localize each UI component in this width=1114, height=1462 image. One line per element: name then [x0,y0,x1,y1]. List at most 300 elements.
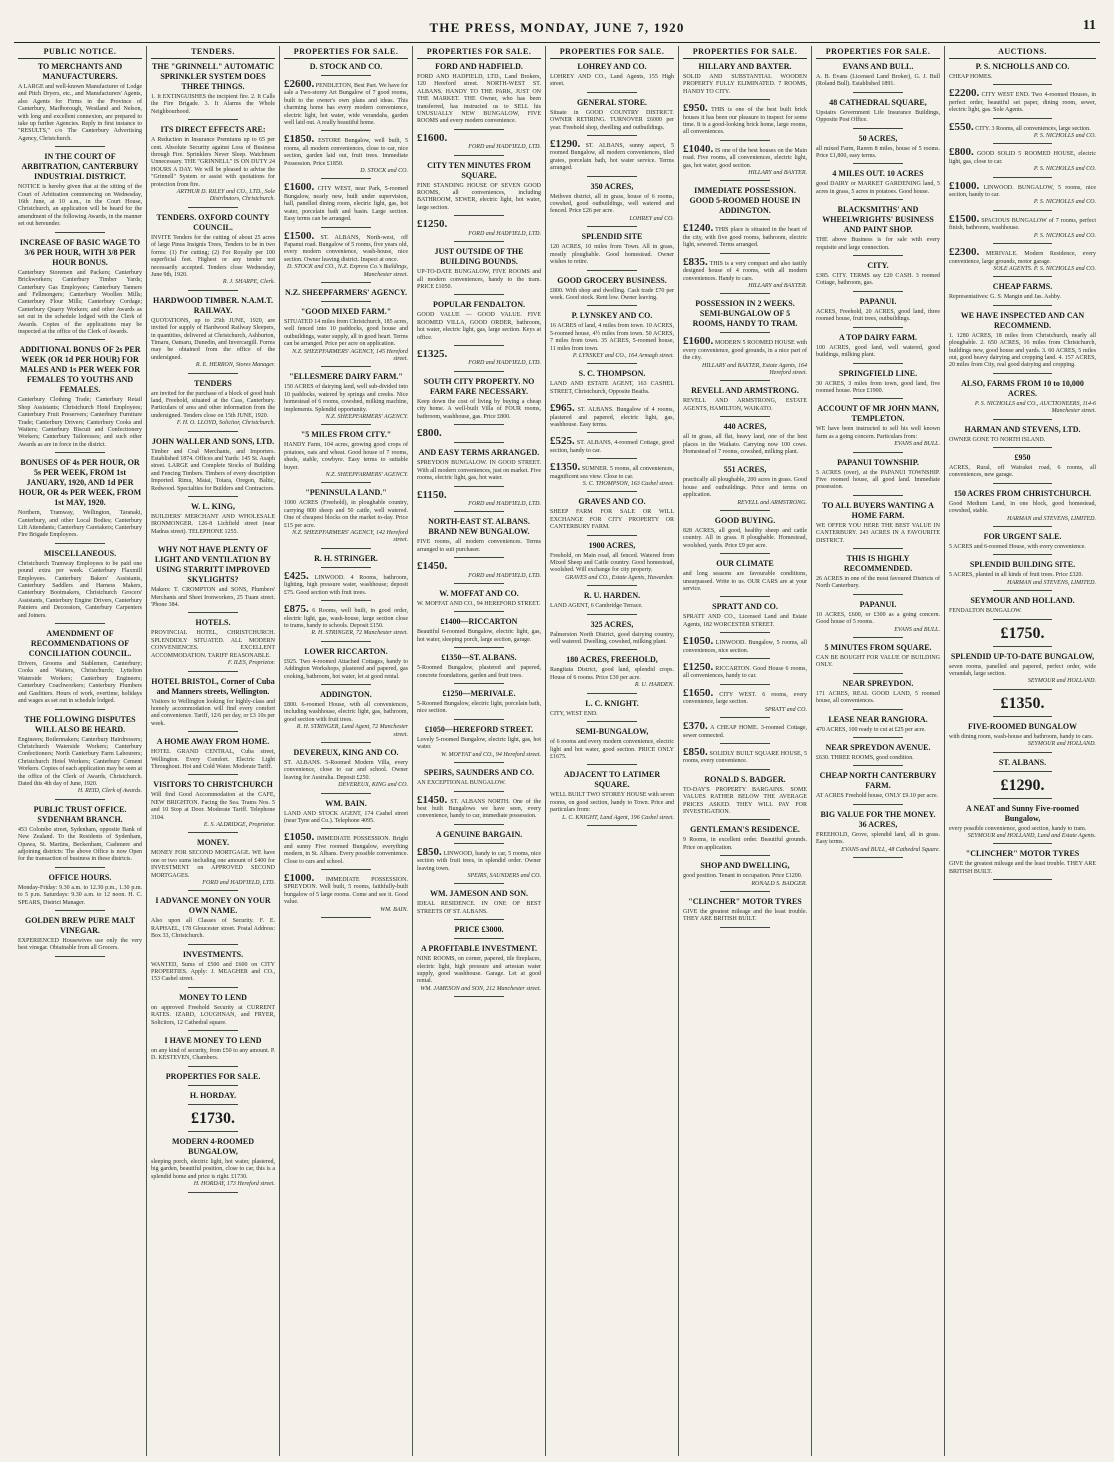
ad-divider [321,366,371,367]
ad-heading: L. C. KNIGHT. [585,698,639,708]
ad-divider [993,483,1052,484]
column-8 [945,46,1100,1456]
ad-body [417,737,541,752]
ad-price: £1040. [683,142,714,155]
column-header: PROPERTIES FOR SALE. [816,46,940,59]
advertisement [949,532,1096,555]
ad-divider [993,646,1052,647]
ad-text: every possible convenience, good section, handy to tram. [949,825,1087,832]
ad-divider [720,219,770,220]
ad-divider [853,594,903,595]
ad-heading: AND EASY TERMS ARRANGED. [418,448,540,458]
advertisement [151,1072,275,1086]
advertisement [417,448,541,486]
ad-text: A CHEAP HOME. 3-roomed Cottage, sewer connected. [683,725,808,739]
ad-divider [587,399,637,400]
advertisement [816,458,940,496]
ad-body [550,739,674,761]
ad-text: Freehold, on Main road, all fenced. Watered from Mixed Sheep and Cattle country. Good homestead, woolshed. Will exchange for city property. [550,552,674,574]
ad-divider [454,719,504,720]
advertisement [417,845,541,885]
ad-body [550,435,675,455]
ad-body [949,74,1096,81]
advertisement [417,161,541,217]
ad-body [683,434,807,456]
advertisement [550,620,674,651]
ad-body [949,246,1096,266]
ad-text: Upstairs Government Life Insurance Buildings, Opposite Post Office. [816,109,940,124]
advertisement [417,889,541,920]
ad-price: £1350. [550,461,581,474]
ad-text: Visitors to Wellington looking for highly-class and homely accommodation will find every comfort and convenience. Tariff, 12/6 per day, or £3 10s per week. [151,698,275,727]
ad-signature: HILLARY and BAXTER. [748,170,807,177]
ad-text: SPACIOUS BUNGALOW of 7 rooms, perfect finish, bathroom, washhouse. [949,217,1097,232]
ad-body [550,323,674,353]
column-header: PUBLIC NOTICE. [18,46,142,59]
ad-divider [55,623,105,624]
ad-text: AN EXCEPTIONAL BUNGALOW. [417,780,506,787]
ad-text: GIVE the greatest mileage and the least trouble. THEY ARE BRITISH BUILT. [683,908,807,923]
ad-divider [188,890,238,891]
ad-signature: SEYMOUR and HOLLAND. [1027,741,1096,748]
advertisement [284,799,408,830]
advertisement [284,603,409,642]
ad-divider [720,553,770,554]
advertisement [417,426,541,443]
ad-body [683,614,807,629]
advertisement [816,205,940,256]
ad-divider [55,956,105,957]
ad-divider [454,583,504,584]
ad-signature: RONALD S. BADGER. [751,880,807,887]
ad-text: 150 ACRES of dairying land, well sub-divided into 10 paddocks, watered by springs and creeks. Nice homestead of 6 rooms, cowshed, milking machine, implements. Splendid opportunity. [284,384,408,413]
advertisement [417,377,541,425]
ad-divider [587,458,637,459]
ad-heading: TENDERS. OXFORD COUNTY COUNCIL. [156,212,270,232]
ad-text: W. MOFFAT AND CO., 94 HEREFORD STREET. [417,601,541,608]
ad-body [949,294,1096,301]
ad-heading: ITS DIRECT EFFECTS ARE: [160,125,266,135]
ad-body [151,699,275,729]
ad-divider [454,938,504,939]
ad-heading: "CLINCHER" MOTOR TYRES [965,849,1080,859]
advertisement [284,372,408,425]
ad-text: IMMEDIATE POSSESSION. Bright and sunny Five roomed Bungalow, everything modern, in St. Albans. Every possible convenience. Close to cars and school. [284,836,409,865]
advertisement [550,699,674,722]
ad-body [18,397,142,449]
ad-text: with dining room, wash-house and bathroom, handy to cars. [949,733,1094,740]
ad-divider [587,135,637,136]
advertisement [417,517,541,558]
ad-body [151,918,275,940]
ad-text: LINWOOD, handy to car, 5 rooms, nice section with fruit trees, in splendid order. Owner leaving town. [417,850,541,872]
ad-text: 5-Roomed Bungalow, plastered and papered, concrete foundations, garden and fruit trees. [417,665,541,679]
ad-heading: OUR CLIMATE [716,559,774,569]
advertisement [550,138,674,177]
ad-price-heading: £1730. [191,1109,235,1127]
ad-divider [454,294,504,295]
ad-body [550,74,674,89]
ad-heading: EVANS AND BULL. [842,62,914,71]
ad-heading: 50 ACRES, [858,133,898,143]
ad-divider [321,828,371,829]
ad-price: £1290. [550,138,581,151]
ad-body [550,194,674,216]
ad-body [18,827,142,864]
ad-body [683,686,807,707]
ad-divider [993,305,1052,306]
ad-body [18,661,142,705]
advertisement [816,643,940,674]
ad-text: QUOTATIONS, up to 25th JUNE, 1920, are invited for supply of Hardwood Railway Sleepers, in quantities, delivered at Christchurch, Ashburton, Timaru, Oamaru, Dunedin, and Invercargill. Forms may be obtained from the office of the undersigned. [151,317,275,361]
ad-body [816,576,940,591]
ad-text: LAND AND STOCK AGENT, 174 Cashel street (near Tyne and Co.). Telephone 4095. [284,810,408,824]
ad-divider [587,693,637,694]
ad-text: Christchurch Tramway Employees to be paid one pound extra per week. Canterbury Flaxmill Employees. Canterbury Bakers' Assistants, Canterbury Saddlers and Harness Makers, Canterbury Bootmakers, Christchurch Grocers' Assistants, Canterbury Engine Drivers, Canterbury Painters and Decorators, Canterbury Carpenters and Joiners. [18,560,142,619]
ad-text: INVITE Tenders for the cutting of about 25 acres of large Pinus Insignis Trees, Tenders to be in two forms: (1) For cutting; (2) For Royalty per 100 superficial feet. Highest or any tender not necessarily accepted. Tenders close Wednesday, June 9th, 1920. [151,234,275,278]
ad-divider [188,671,238,672]
ad-text: of 6 rooms and every modern convenience, electric light and hot water, good section. PRICE ONLY £1675. [550,739,674,760]
ad-text: ESTORE Bungalow, well built, 5 rooms, all modern conveniences, close to car, nice section, garden laid out, fruit trees. Immediate Possession. Price £1850. [284,138,408,167]
ad-body [151,514,275,536]
ad-text: 1. It EXTINGUISHES the incipient fire. 2. It Calls the Fire Brigade. 3. It Alarms the Whole Neighbourhood. [151,94,275,115]
ad-divider [993,554,1052,555]
ad-heading: GOLDEN BREW PURE MALT VINEGAR. [24,916,136,935]
ad-body [284,702,408,724]
ad-body [18,184,142,228]
ad-heading: £1050—HEREFORD STREET. [424,724,534,734]
ad-text: LINWOOD. Bungalow, 5 rooms, all conveniences, nice section. [683,640,807,654]
advertisement [151,213,275,291]
ad-body [816,146,940,161]
ad-body [683,255,807,283]
ad-divider [454,511,504,512]
masthead [14,20,1100,43]
ad-signature: HILLARY and BAXTER. [748,282,807,289]
ad-body [949,608,1096,615]
ad-text: PENDLETON, Best Part. We have for sale a Two-storey Art Bungalow of 7 good rooms, built to the owner's own plans and ideas. This charming home has every modern convenience, electric light, hot water, wide verandahs, garden well laid out. A really beautiful home. [284,83,408,127]
advertisement [683,720,808,744]
ad-text: WE OFFER YOU HERE THE BEST VALUE IN CANTERBURY. 243 ACRES IN A FAVOURITE DISTRICT. [816,522,940,544]
advertisement [949,849,1096,880]
ad-text: 100 ACRES, good land, well watered, good buildings, milking plant. [816,344,940,359]
ad-heading: INVESTMENTS. [182,949,244,959]
ad-text: 120 ACRES, 10 miles from Town. All in grass, mostly ploughable. Good homestead. Owner wishes to retire. [550,244,674,266]
advertisement [949,87,1096,118]
ad-body [417,269,541,291]
ad-body [949,861,1096,876]
ad-body [151,137,275,189]
ad-price: £965. [550,402,575,415]
ad-body [284,569,408,597]
advertisement [151,1110,275,1132]
ad-heading: SPEIRS, SAUNDERS AND CO. [423,768,535,778]
ad-heading: POPULAR FENDALTON. [432,300,525,310]
advertisement [284,62,408,76]
ad-body [417,74,541,126]
ad-heading: TO MERCHANTS AND MANUFACTURERS. [37,62,123,81]
ad-heading: SEMI-BUNGALOW, [575,727,649,737]
ad-signature: HILLARY and BAXTER, Estate Agents, 164 Hereford street. [702,362,807,376]
ad-price: £1240. [683,222,714,235]
ad-body [683,398,807,413]
ad-divider [720,380,770,381]
advertisement [949,311,1096,374]
advertisement [550,435,675,459]
ad-price: £1150. [417,488,447,501]
classified-columns [14,46,1100,1456]
ad-text: UP-TO-DATE BUNGALOW, FIVE ROOMS and all modern conveniences, handy to the tram. PRICE £1050. [417,269,541,290]
ad-divider [454,919,504,920]
ad-text: LAND AGENT, 6 Cambridge Terrace. [550,603,643,610]
ad-heading: OFFICE HOURS. [48,872,112,882]
ad-divider [188,431,238,432]
advertisement [151,545,275,613]
ad-divider [454,129,504,130]
ad-heading: "GOOD MIXED FARM." [300,306,392,316]
ad-divider [454,611,504,612]
ad-divider [993,798,1052,799]
ad-body [151,449,275,493]
ad-body [417,426,541,439]
advertisement [683,686,807,718]
advertisement [683,745,807,770]
ad-heading: IN THE COURT OF ARBITRATION, CANTERBURY INDUSTRIAL DISTRICT. [21,152,139,182]
ad-text: CITY WEST. 6 rooms, every convenience, large section. [683,691,807,706]
ad-signature: E. S. ALDRIDGE, Proprietor. [203,821,275,828]
advertisement [151,838,275,891]
ad-body [417,956,541,986]
ad-divider [587,226,637,227]
ad-body [816,793,940,800]
ad-text: CAN BE BOUGHT FOR VALUE OF BUILDING ONLY. [816,655,940,669]
ad-divider [720,769,770,770]
ad-text: SUMNER. 5 rooms, all conveniences, magnificent sea view. Close to car. [550,466,675,480]
advertisement [550,402,674,433]
ad-body [284,78,408,127]
ad-divider [55,867,105,868]
ad-heading: PRICE £3000. [454,925,504,935]
ad-text: £630. THREE ROOMS, good condition. [816,755,914,762]
ad-heading: NORTH-EAST ST. ALBANS. BRAND NEW BUNGALOW. [428,517,530,537]
ad-signature: EVANS and BULL, 48 Cathedral Square. [841,846,940,853]
advertisement [683,635,807,659]
ad-heading: I HAVE MONEY TO LEND [164,1036,262,1046]
ad-heading: GOOD BUYING. [714,516,776,525]
ad-text: LINWOOD. BUNGALOW, 5 rooms, nice section, handy to car. [949,184,1096,199]
ad-body [816,110,940,125]
ad-heading: CHEAP FARMS. [992,282,1053,292]
ad-divider [188,612,238,613]
ad-divider [853,291,903,292]
ad-text: MERIVALE. Modern Residence, every convenience, large grounds, motor garage. [949,251,1096,265]
ad-body [683,571,807,593]
ad-body [683,222,807,249]
advertisement [683,222,807,253]
ad-divider [55,339,105,340]
ad-divider [720,510,770,511]
ad-body [949,826,1096,833]
ad-heading: CITY. [867,261,889,271]
advertisement [949,62,1096,85]
ad-signature: SEYMOUR and HOLLAND. [1027,678,1096,685]
ad-text: Situate in GOOD COUNTRY DISTRICT. OWNER RETIRING. TURNOVER £6000 per year. Freehold shop, dwelling and outbuildings. [550,109,674,131]
ad-divider [321,482,371,483]
ad-divider [188,1104,238,1105]
ad-text: ST. ALBANS, North-west, off Papanui road. Bungalow of 5 rooms, five years old, every modern convenience, wash-house, nice section. Owner leaving district. Inspect at once. [284,234,408,263]
advertisement [151,950,275,988]
advertisement [284,872,409,918]
ad-text: NOTICE is hereby given that at the sitting of the Court of Arbitration commencing on Wednesday, 16th June, at 10 a.m., in the Court House, Christchurch, an application will be heard for the amendment of the following Awards, in the manner set out hereunder. [18,184,142,228]
ad-text: Canterbury Storemen and Packers; Canterbury Brickworkers; Canterbury Timber Yards; Canterbury Gas Employees; Canterbury Tanners and Fellmongers; Canterbury Woollen Mills; Canterbury Flour Mills; Canterbury Cordage; Canterbury Quarry Workers; and other Awards as set out in the schedule lodged with the Clerk of Awards. Copies of the applications may be inspected at the office of the Clerk of Awards. [18,269,142,335]
ad-divider [720,717,770,718]
ad-heading: WM. JAMESON AND SON. [429,889,528,899]
ad-signature: S. C. THOMPSON, 163 Cashel street. [582,481,674,487]
ad-heading: 440 ACRES, [723,422,767,432]
ad-body [550,461,675,481]
ad-signature: ARTHUR D. RILEY and CO., LTD., Sole Distributors, Christchurch. [176,189,275,203]
advertisement [683,422,807,460]
ad-body [151,235,275,279]
ad-text: CITY. 3 Rooms, all conveniences, large section. [975,125,1091,132]
ad-divider [993,590,1052,591]
ad-text: A. B. Evans (Licensed Land Broker), G. J. Bull (Roland Bull). Established 1891. [816,74,940,88]
advertisement [683,861,807,892]
ad-heading: CHEAP NORTH CANTERBURY FARM. [819,771,937,791]
ad-body [550,603,674,610]
ad-divider [188,496,238,497]
ad-divider [587,432,637,433]
ad-divider [587,721,637,722]
advertisement [550,98,674,136]
ad-heading: ADDITIONAL BONUS OF 2s PER WEEK (OR 1d PER HOUR) FOR MALES AND 1s PER WEEK FOR FEMALES TO YOUTHS AND FEMALES. [19,345,141,395]
ad-body [683,102,807,137]
advertisement [816,369,940,400]
ad-body [151,962,275,984]
ad-text: THIS is a very compact and also tastily designed house of 4 rooms, with all modern conveniences. Handy to cars. [683,260,807,282]
ad-body [550,509,674,531]
page-number: 11 [1082,18,1096,33]
ad-signature: N.Z. SHEEPFARMERS' AGENCY. [325,472,408,479]
ad-signature: R. H. STRINGER, 72 Manchester street. [311,630,408,637]
ad-heading: A NEAT and Sunny Five-roomed Bungalow, [966,803,1079,823]
ad-text: HOTEL GRAND CENTRAL, Cuba street, Wellington. Every Comfort. Electric Light Throughout. Hot and Cold Water. Moderate Tariff. [151,749,275,770]
ad-divider [587,614,637,615]
column-2 [147,46,280,1456]
ad-divider [454,843,504,844]
ad-divider [993,177,1052,178]
ad-body [550,110,674,132]
ad-divider [720,459,770,460]
ad-divider [587,176,637,177]
advertisement [151,296,275,374]
ad-heading: MONEY. [197,838,229,848]
ad-body [417,460,541,482]
ad-heading: 551 ACRES, [723,465,767,475]
ad-divider [720,819,770,820]
ad-text: TO-DAY'S PROPERTY BARGAINS. SOME VALUES RATHER BELOW THE AVERAGE PRICES ASKED. THEY WILL PAY FOR INVESTIGATION. [683,786,807,815]
ad-text: Methven district, all in grass, house of 6 rooms, cowshed, good outbuildings, well watered and fenced. Price £26 per acre. [550,193,674,215]
advertisement [816,771,940,804]
ad-price: £1000. [949,179,980,192]
ad-heading: 4 MILES OUT. 10 ACRES [832,169,924,179]
ad-heading: RONALD S. BADGER. [704,774,786,784]
advertisement [151,896,275,944]
ad-body [683,745,807,766]
advertisement [417,589,541,612]
ad-heading: £1250—MERIVALE. [442,689,516,699]
ad-heading: A PROFITABLE INVESTMENT. [421,944,537,954]
ad-divider [720,684,770,685]
ad-heading: HOTEL BRISTOL, Corner of Cuba and Manners streets, Wellington. [151,676,275,696]
ad-divider [55,452,105,453]
column-5 [546,46,679,1456]
ad-body [949,664,1096,679]
ad-heading: HARDWOOD TIMBER. N.A.M.T. RAILWAY. [153,295,273,315]
advertisement [683,186,807,220]
ad-text: FENDALTON BUNGALOW. [949,608,1022,615]
ad-text: 16 ACRES of land, 4 miles from town. 10 ACRES, 5-roomed house, 4½ miles from town. 50 ACRES, 7 miles from town. 35 ACRES, 5-roomed house, 11 miles from town. [550,323,674,352]
ad-heading: MISCELLANEOUS. [43,548,117,558]
ad-body [816,727,940,734]
advertisement [949,282,1096,305]
ad-text: RICCARTON. Good House 6 rooms, all conveniences, handy to car. [683,666,807,680]
ad-text: 1. 1280 ACRES, 18 miles from Christchurch, nearly all ploughable. 2. 650 ACRES, 16 miles from Christchurch, buildings new, good house and yards. 3. 60 ACRES, 5 miles out, good heavy dairying and cropping land. 4. 157 ACRES, 20 miles from City, real good dairying and cropping. [949,332,1096,369]
ad-divider [321,301,371,302]
ad-heading: HOTELS. [195,618,231,628]
column-1 [14,46,147,1456]
ad-text: WE have been instructed to sell his well known farm as a going concern. Particulars from: [816,426,940,440]
ad-text: 9 Rooms, in excellent order. Beautiful grounds. Price on application. [683,837,807,851]
ad-heading: IMMEDIATE POSSESSION. GOOD 5-ROOMED HOUSE IN ADDINGTON. [689,186,801,216]
ad-body [151,94,275,116]
ad-body [949,544,1096,551]
ad-price: £800. [949,146,974,159]
ad-divider [587,825,637,826]
ad-divider [587,764,637,765]
ad-heading: "CLINCHER" MOTOR TYRES [688,896,802,906]
ad-heading: VISITORS TO CHRISTCHURCH [153,780,273,790]
advertisement [683,255,807,295]
ad-heading: ACCOUNT OF MR JOHN MANN, TEMPLETON. [817,404,939,424]
ad-text: LINWOOD. 4 Rooms, bathroom, lighting, high pressure water, washhouse; deposit £75. Good section with fruit trees. [284,574,408,596]
ad-divider [454,996,504,997]
ad-divider [587,649,637,650]
column-header: TENDERS. [151,46,275,59]
advertisement [949,560,1096,591]
advertisement [816,600,940,638]
ad-divider [993,752,1052,753]
ad-text: BUILDERS' MERCHANT AND WHOLESALE IRONMONGER. 126-8 Lichfield street (near Madras street). TELEPHONE 1255. [151,514,275,535]
advertisement [949,722,1096,753]
ad-body [816,273,940,288]
ad-divider [454,215,504,216]
ad-text: AT ACRES Freehold house, ONLY £9.10 per acre. [816,793,939,800]
ad-divider [188,731,238,732]
advertisement [683,559,807,597]
ad-signature: SPRATT and CO. [764,706,807,713]
ad-heading: SOUTH CITY PROPERTY. NO FARM FARE NECESSARY. [423,376,535,396]
ad-text: FINE STANDING HOUSE OF SEVEN GOOD ROOMS, all conveniences, including BATHROOM, SEWER, electric light, hot water, large section. [417,182,541,211]
ad-text: EXPERIENCED Housewives use only the very best vinegar. Obtainable from all Grocers. [18,938,142,952]
ad-text: ST. ALBANS NORTH. One of the best built Bungalows we have seen, every convenience, handy to car, immediate possession. [417,798,542,820]
advertisement [151,62,275,120]
advertisement [417,247,541,295]
advertisement [151,618,275,671]
ad-divider [454,647,504,648]
ad-divider [853,495,903,496]
column-4 [413,46,546,1456]
